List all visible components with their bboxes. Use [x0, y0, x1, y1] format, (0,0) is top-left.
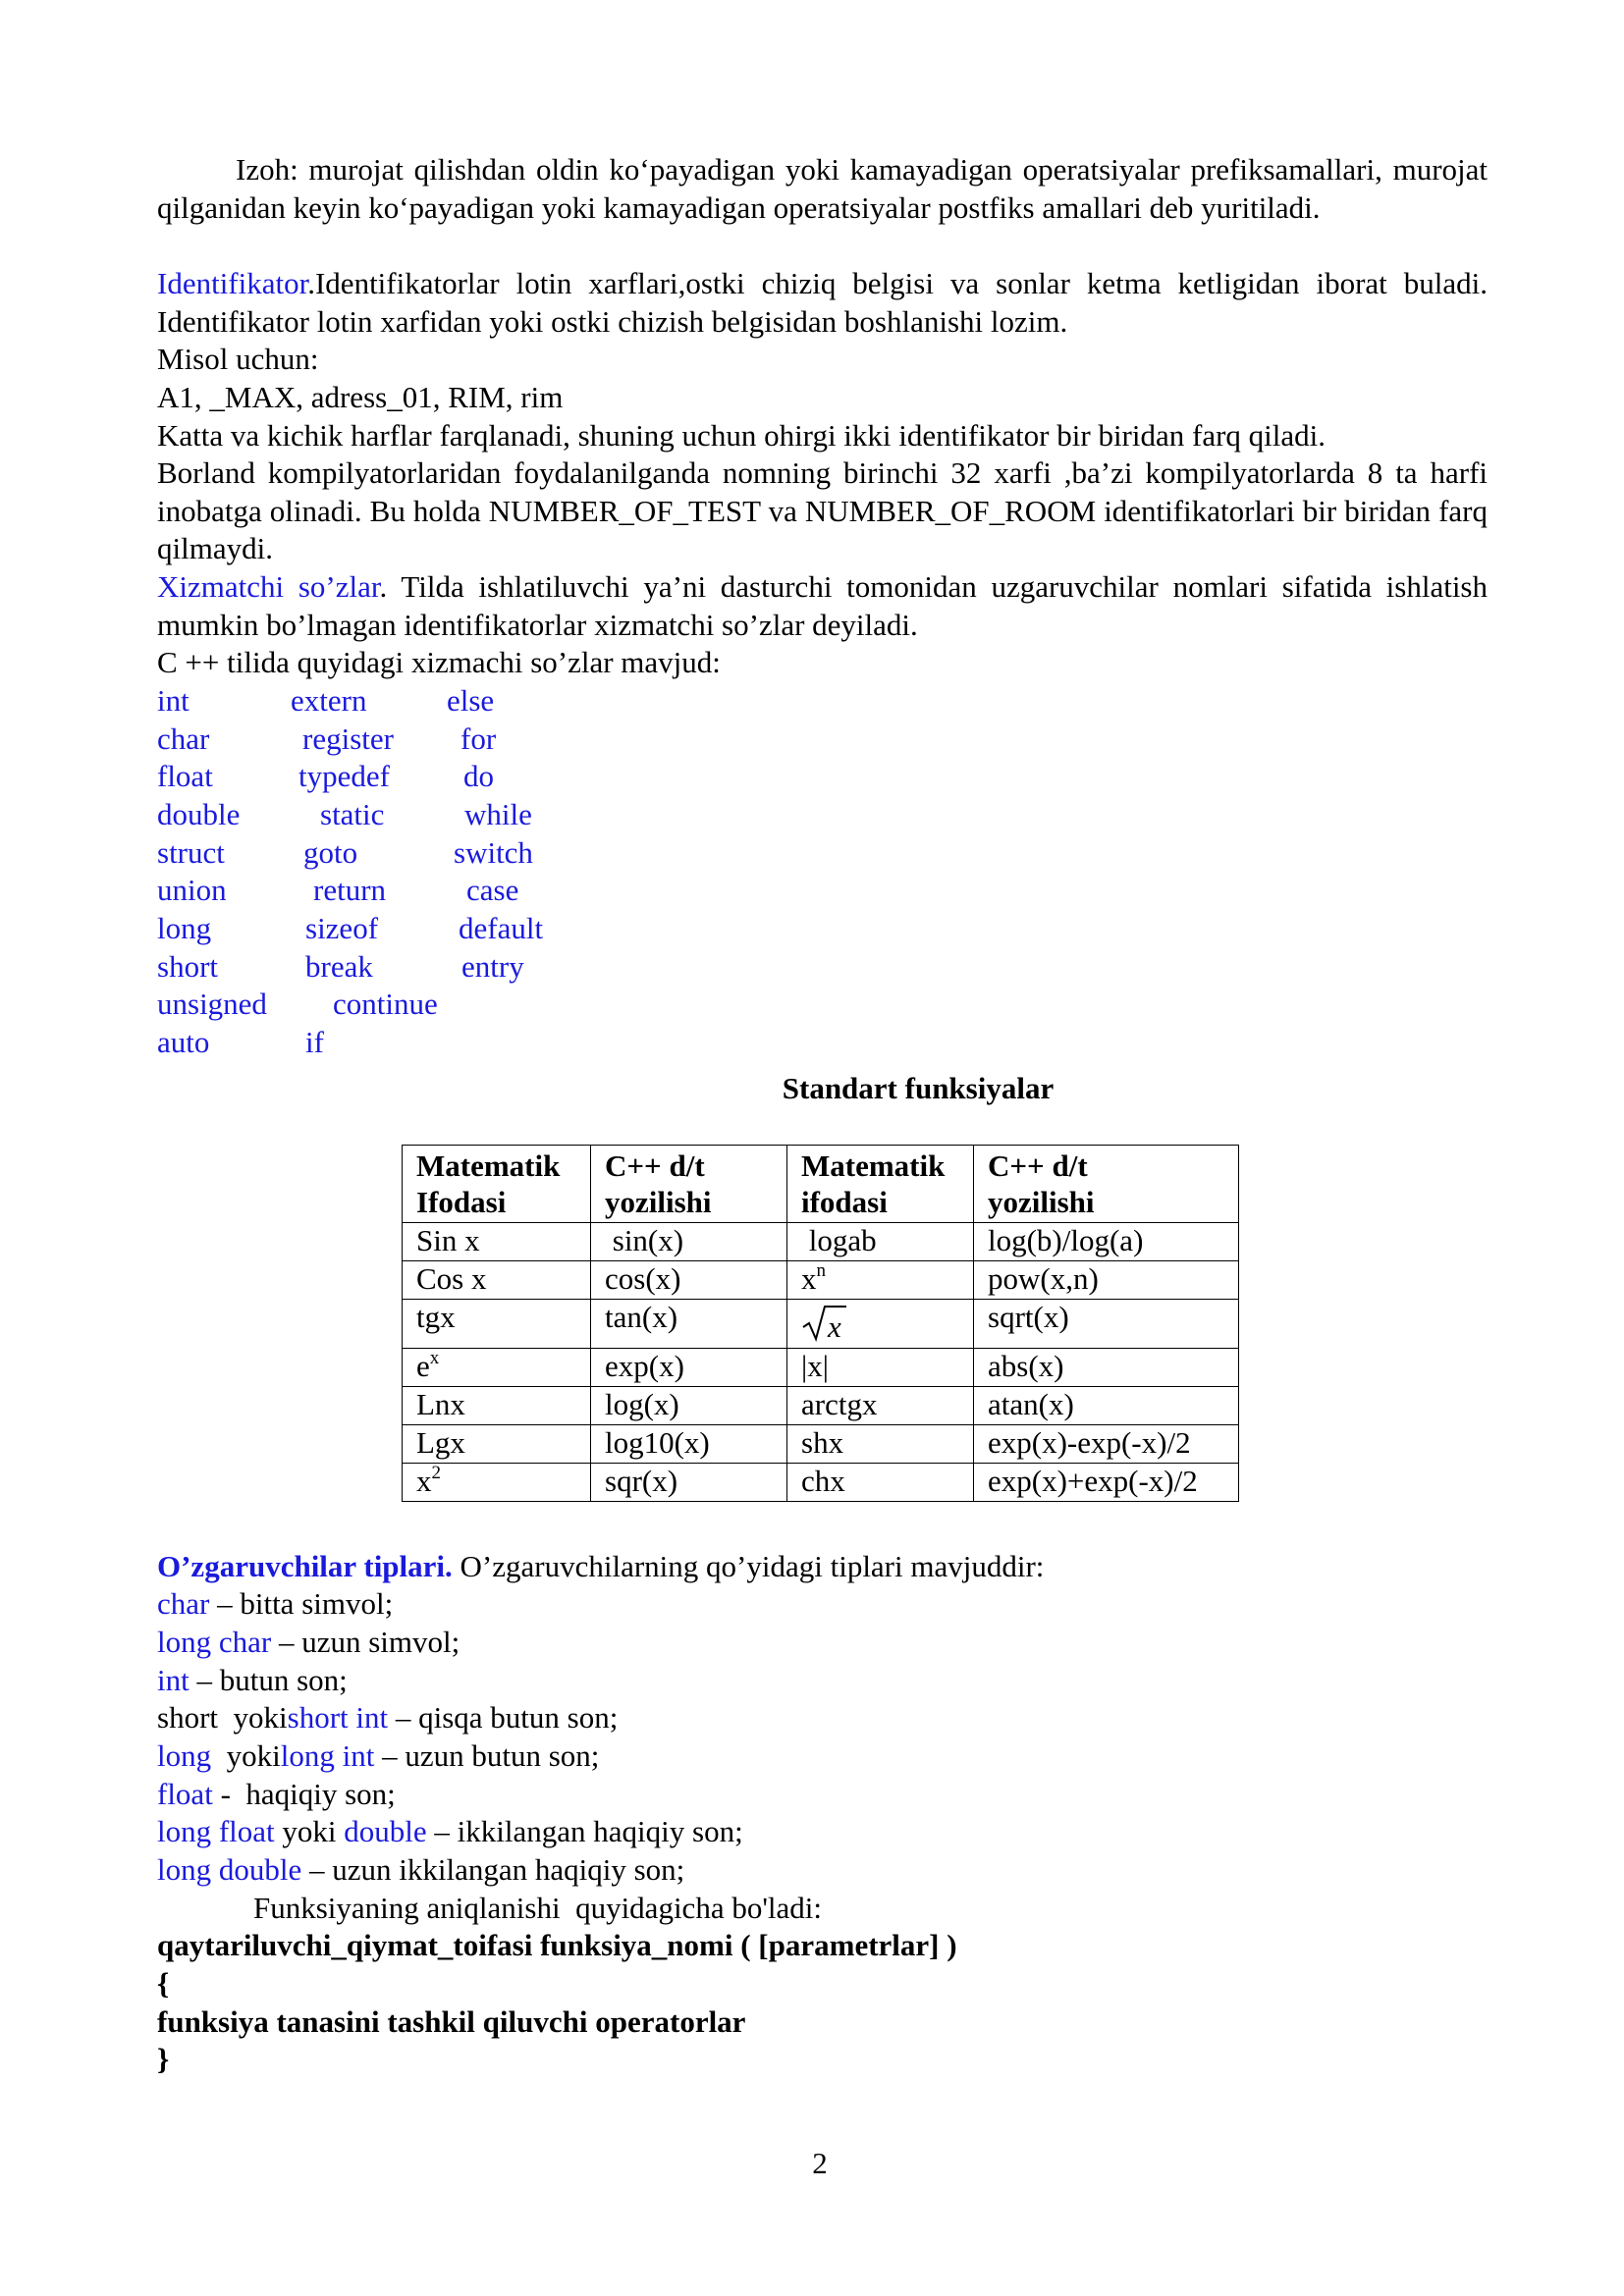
- type-line-float: float - haqiqiy son;: [157, 1777, 396, 1811]
- type-line-long-char: long char – uzun simvol;: [157, 1625, 460, 1659]
- keyword: auto: [157, 1025, 210, 1059]
- keyword: goto: [303, 835, 358, 870]
- keyword: return: [313, 873, 387, 907]
- type-line-char: char – bitta simvol;: [157, 1586, 394, 1621]
- table-cell: $x^n$: [787, 1261, 974, 1300]
- keyword: if: [305, 1025, 324, 1059]
- table-cell: shx: [787, 1425, 974, 1464]
- function-signature: qaytariluvchi_qiymat_toifasi funksiya_nomi ( [parametrlar] ): [157, 1928, 957, 1962]
- header-cell: Matematik Ifodasi: [403, 1146, 591, 1223]
- table-cell: tan(x): [591, 1300, 787, 1349]
- table-cell: arctgx: [787, 1387, 974, 1425]
- keyword: double: [157, 797, 241, 831]
- keyword: switch: [454, 835, 533, 870]
- keyword: char: [157, 721, 210, 756]
- keyword: extern: [291, 683, 367, 718]
- keywords-term: Xizmatchi so’zlar: [157, 569, 380, 604]
- table-cell: sqrt(x): [974, 1300, 1239, 1349]
- keywords-intro: C ++ tilida quyidagi xizmachi so’zlar mavjud:: [157, 645, 721, 679]
- table-cell: Lnx: [403, 1387, 591, 1425]
- keyword: float: [157, 759, 213, 793]
- table-cell: exp(x)+exp(-x)/2: [974, 1464, 1239, 1502]
- table-header-row: [403, 1146, 1239, 1223]
- keyword: sizeof: [305, 911, 379, 945]
- table-row: [403, 1223, 1239, 1261]
- keyword: union: [157, 873, 227, 907]
- types-heading-line: O’zgaruvchilar tiplari. O’zgaruvchilarning qo’yidagi tiplari mavjuddir:: [157, 1549, 1045, 1583]
- table-cell: abs(x): [974, 1349, 1239, 1387]
- keyword: register: [302, 721, 394, 756]
- table-cell: chx: [787, 1464, 974, 1502]
- keyword: int: [157, 683, 189, 718]
- function-body: funksiya tanasini tashkil qiluvchi operatorlar: [157, 2004, 746, 2039]
- table-cell: logab: [787, 1223, 974, 1261]
- table-cell: sqr(x): [591, 1464, 787, 1502]
- table-cell: Lgx: [403, 1425, 591, 1464]
- table-row: [403, 1261, 1239, 1300]
- keyword: continue: [333, 987, 438, 1021]
- example-values: A1, _MAX, adress_01, RIM, rim: [157, 380, 564, 414]
- identifier-paragraph: Identifikator.Identifikatorlar lotin xarflari,ostki chiziq belgisi va sonlar ketma ketligidan iborat buladi. Identifikator lotin xarfidan yoki ostki chizish belgisidan boshlanishi lozim.: [157, 266, 1488, 339]
- table-row: [403, 1425, 1239, 1464]
- keyword: while: [464, 797, 532, 831]
- table-cell: sin(x): [591, 1223, 787, 1261]
- table-cell: exp(x)-exp(-x)/2: [974, 1425, 1239, 1464]
- table-cell: $x^2$: [403, 1464, 591, 1502]
- keyword: typedef: [298, 759, 390, 793]
- keyword: struct: [157, 835, 225, 870]
- keyword: long: [157, 911, 212, 945]
- table-cell: Cos x: [403, 1261, 591, 1300]
- keyword: static: [320, 797, 385, 831]
- function-def-intro: Funksiyaning aniqlanishi quyidagicha bo'ladi:: [253, 1891, 823, 1925]
- keyword: short: [157, 949, 218, 984]
- table-cell: log10(x): [591, 1425, 787, 1464]
- keyword: break: [305, 949, 373, 984]
- table-cell: exp(x): [591, 1349, 787, 1387]
- table-title: Standart funksiyalar: [782, 1071, 1055, 1105]
- type-line-double: long float yoki double – ikkilangan haqiqiy son;: [157, 1814, 743, 1848]
- keyword: case: [466, 873, 519, 907]
- table-cell: tgx: [403, 1300, 591, 1349]
- table-cell: Sin x: [403, 1223, 591, 1261]
- keywords-paragraph: Xizmatchi so’zlar. Tilda ishlatiluvchi ya’ni dasturchi tomonidan uzgaruvchilar nomlari sifatida ishlatish mumkin bo’lmagan identifikatorlar xizmatchi so’zlar deyiladi.: [157, 569, 1488, 642]
- page-number: 2: [812, 2146, 828, 2180]
- note-paragraph: Izoh: murojat qilishdan oldin ko‘payadigan yoki kamayadigan operatsiyalar prefiksamallari, murojat qilganidan keyin ko‘payadigan yoki kamayadigan operatsiyalar postfiks amallari deb yuritiladi.: [157, 152, 1488, 225]
- keyword: entry: [461, 949, 524, 984]
- case-note: Katta va kichik harflar farqlanadi, shuning uchun ohirgi ikki identifikator bir biridan farq qiladi.: [157, 418, 1326, 453]
- header-cell: C++ d/t yozilishi: [591, 1146, 787, 1223]
- table-row: [403, 1349, 1239, 1387]
- table-row: [403, 1387, 1239, 1425]
- keyword: else: [447, 683, 495, 718]
- type-line-short: short yokishort int – qisqa butun son;: [157, 1700, 619, 1735]
- example-label: Misol uchun:: [157, 342, 319, 376]
- type-line-long-double: long double – uzun ikkilangan haqiqiy son;: [157, 1852, 685, 1887]
- table-cell: atan(x): [974, 1387, 1239, 1425]
- borland-paragraph: Borland kompilyatorlaridan foydalanilganda nomning birinchi 32 xarfi ,ba’zi kompilyatorlarda 8 ta harfi inobatga olinadi. Bu holda NUMBER_OF_TEST va NUMBER_OF_ROOM identifikatorlari bir biridan farq qilmaydi.: [157, 455, 1488, 565]
- type-line-int: int – butun son;: [157, 1663, 348, 1697]
- type-line-long: long yokilong int – uzun butun son;: [157, 1738, 600, 1773]
- header-cell: C++ d/t yozilishi: [974, 1146, 1239, 1223]
- table-cell: log(b)/log(a): [974, 1223, 1239, 1261]
- functions-table: [402, 1145, 1239, 1502]
- table-cell: cos(x): [591, 1261, 787, 1300]
- table-row: [403, 1464, 1239, 1502]
- keyword: do: [463, 759, 494, 793]
- sqrt-symbol: x: [801, 1300, 815, 1335]
- keyword: default: [459, 911, 544, 945]
- table-cell: |x|: [787, 1349, 974, 1387]
- header-cell: Matematik ifodasi: [787, 1146, 974, 1223]
- function-close-brace: }: [157, 2042, 170, 2076]
- keyword: for: [460, 721, 497, 756]
- table-row: [403, 1300, 1239, 1349]
- identifier-term: Identifikator: [157, 266, 308, 300]
- table-cell: pow(x,n): [974, 1261, 1239, 1300]
- function-open-brace: {: [157, 1966, 170, 2001]
- keyword: unsigned: [157, 987, 267, 1021]
- table-cell: [787, 1300, 974, 1349]
- types-heading: O’zgaruvchilar tiplari.: [157, 1549, 453, 1583]
- table-cell: log(x): [591, 1387, 787, 1425]
- table-cell: $e^x$: [403, 1349, 591, 1387]
